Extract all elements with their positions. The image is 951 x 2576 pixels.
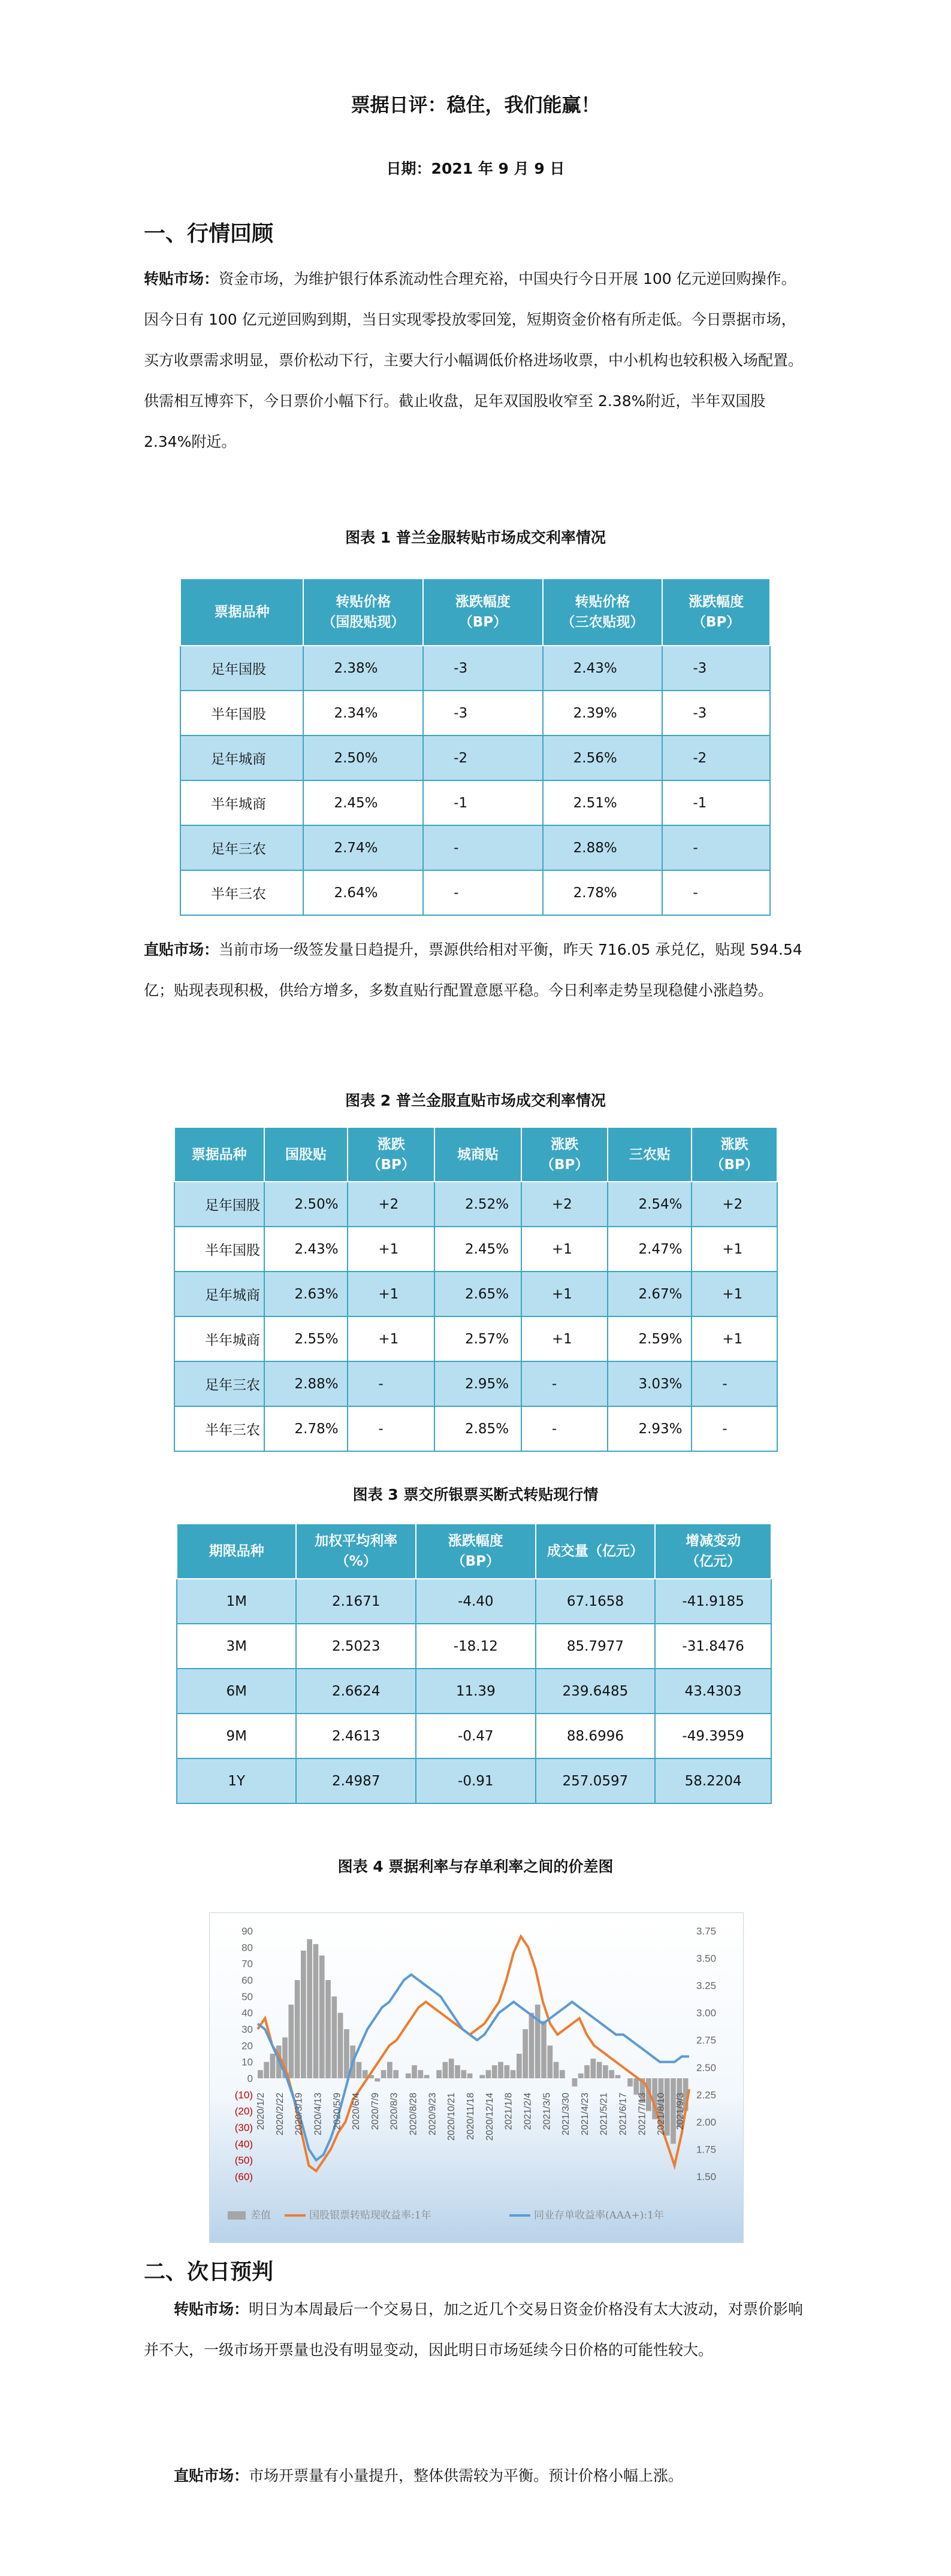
header-cell: 涨跌幅度 （BP）: [423, 579, 543, 646]
legend-label-discount: 国股银票转贴现收益率:1年: [309, 2209, 431, 2221]
spread-bar: [295, 1980, 300, 2078]
left-axis-tick-label: (30): [234, 2122, 253, 2133]
value-cell: +1: [521, 1272, 608, 1316]
legend-label-spread: 差值: [250, 2209, 271, 2221]
value-cell: 2.52%: [434, 1182, 521, 1227]
value-cell: 2.74%: [303, 825, 423, 870]
spread-bar: [529, 2013, 535, 2078]
spread-bar: [344, 2029, 349, 2078]
table-row: [177, 1624, 771, 1669]
value-cell: -0.47: [416, 1714, 536, 1758]
value-cell: -: [662, 825, 770, 870]
spread-bar: [436, 2070, 442, 2078]
header-cell: 票据品种: [180, 579, 303, 646]
table-row: [180, 691, 770, 735]
value-cell: 88.6996: [536, 1714, 656, 1758]
value-cell: 2.57%: [434, 1316, 521, 1361]
value-cell: 2.6624: [296, 1669, 416, 1714]
value-cell: 2.45%: [434, 1227, 521, 1272]
row-label-cell: 半年国股: [180, 691, 303, 735]
table-row: [174, 1361, 777, 1406]
value-cell: +1: [521, 1316, 608, 1361]
value-cell: 2.65%: [434, 1272, 521, 1316]
value-cell: +1: [692, 1227, 777, 1272]
spread-bar: [584, 2065, 590, 2078]
right-axis-tick-label: 1.50: [696, 2171, 717, 2183]
value-cell: -: [662, 870, 770, 915]
left-axis-tick-label: (40): [234, 2138, 253, 2150]
zhitie-forecast-paragraph: [144, 2456, 808, 2496]
header-cell: 城商贴: [434, 1127, 521, 1182]
x-axis-tick-label: 2021/9/3: [675, 2093, 686, 2130]
right-axis-tick-label: 3.25: [696, 1980, 717, 1992]
x-axis-tick-label: 2020/12/14: [484, 2093, 495, 2141]
spread-bar: [270, 2054, 276, 2078]
value-cell: +1: [521, 1227, 608, 1272]
value-cell: -: [692, 1361, 777, 1406]
left-axis-tick-label: (60): [234, 2171, 253, 2183]
row-label-cell: 6M: [177, 1669, 296, 1714]
value-cell: -3: [423, 691, 543, 735]
table-row: [177, 1758, 771, 1803]
chart-caption: 图表 4 票据利率与存单利率之间的价差图: [337, 1858, 614, 1875]
section-heading-forecast: 二、次日预判: [144, 2260, 274, 2284]
value-cell: -3: [423, 646, 543, 691]
left-axis-tick-label: 50: [241, 1991, 253, 2003]
value-cell: 2.85%: [434, 1406, 521, 1451]
spread-bar: [597, 2062, 602, 2078]
value-cell: 2.78%: [264, 1406, 348, 1451]
value-cell: 58.2204: [655, 1758, 771, 1803]
spread-bar: [554, 2062, 559, 2078]
spread-bar: [504, 2065, 509, 2078]
zhitie-label: 直贴市场：: [144, 941, 219, 958]
value-cell: -: [348, 1406, 434, 1451]
spread-bar: [325, 1980, 331, 2078]
value-cell: 2.45%: [303, 780, 423, 825]
header-cell: 涨跌 （BP）: [521, 1127, 608, 1182]
spread-bar: [572, 2078, 578, 2087]
spread-bar: [381, 2070, 387, 2078]
value-cell: 11.39: [416, 1669, 536, 1714]
row-label-cell: 足年国股: [174, 1182, 264, 1227]
value-cell: 239.6485: [536, 1669, 656, 1714]
table-row: [174, 1406, 777, 1451]
x-axis-tick-label: 2020/8/3: [389, 2093, 400, 2130]
zhuantie-label: 转贴市场：: [144, 270, 219, 287]
right-axis-tick-label: 2.50: [696, 2062, 717, 2073]
value-cell: +1: [692, 1272, 777, 1316]
spread-bar: [301, 1951, 306, 2078]
row-label-cell: 半年三农: [180, 870, 303, 915]
value-cell: -41.9185: [655, 1579, 771, 1624]
zhuantie-forecast-text: 明日为本周最后一个交易日，加之近几个交易日资金价格没有太大波动，对票价影响并不大，一级市场开票量也没有明显变动，因此明日市场延续今日价格的可能性较大。: [144, 2300, 804, 2359]
row-label-cell: 足年三农: [180, 825, 303, 870]
row-label-cell: 1M: [177, 1579, 296, 1624]
value-cell: +1: [348, 1316, 434, 1361]
value-cell: 2.43%: [543, 646, 663, 691]
value-cell: +2: [348, 1182, 434, 1227]
spread-chart-svg: [210, 1913, 743, 2242]
table-row: [180, 825, 770, 870]
value-cell: -: [692, 1406, 777, 1451]
value-cell: 2.43%: [264, 1227, 348, 1272]
spread-bar: [319, 1956, 325, 2078]
value-cell: 2.47%: [608, 1227, 692, 1272]
spread-bar: [511, 2070, 516, 2078]
spread-bar: [412, 2065, 417, 2078]
value-cell: -: [521, 1406, 608, 1451]
left-axis-tick-label: (20): [234, 2105, 253, 2117]
value-cell: 2.59%: [608, 1316, 692, 1361]
table-row: [180, 735, 770, 780]
value-cell: -49.3959: [655, 1714, 771, 1758]
right-axis-tick-label: 2.00: [696, 2116, 717, 2128]
right-axis-tick-label: 3.00: [696, 2007, 717, 2019]
report-date: 日期：2021 年 9 月 9 日: [386, 160, 565, 177]
table-row: [180, 780, 770, 825]
spread-bar: [541, 2021, 547, 2078]
row-label-cell: 3M: [177, 1624, 296, 1669]
header-cell: 国股贴: [264, 1127, 348, 1182]
spread-bar: [375, 2078, 380, 2081]
left-axis-tick-label: 30: [241, 2024, 253, 2035]
zhitie-text: 当前市场一级签发量日趋提升，票源供给相对平衡，昨天 716.05 承兑亿，贴现 594.54 亿；贴现表现积极，供给方增多，多数直贴行配置意愿平稳。今日利率走势呈现稳健小涨趋势。: [144, 941, 802, 999]
spread-bar: [443, 2062, 448, 2078]
right-axis-tick-label: 3.75: [696, 1926, 717, 1937]
value-cell: -: [423, 870, 543, 915]
value-cell: 85.7977: [536, 1624, 656, 1669]
value-cell: +1: [692, 1316, 777, 1361]
value-cell: 2.1671: [296, 1579, 416, 1624]
value-cell: 2.93%: [608, 1406, 692, 1451]
left-axis-tick-label: 40: [241, 2007, 253, 2019]
value-cell: 2.4613: [296, 1714, 416, 1758]
spread-bar: [498, 2062, 503, 2078]
value-cell: 2.88%: [264, 1361, 348, 1406]
table-row: [177, 1669, 771, 1714]
spread-bar: [264, 2062, 269, 2078]
spread-bar: [578, 2073, 584, 2078]
spread-bar: [633, 2078, 639, 2094]
value-cell: 2.38%: [303, 646, 423, 691]
spread-bar: [492, 2065, 497, 2078]
zhuantie-forecast-label: 转贴市场：: [174, 2300, 249, 2318]
value-cell: 2.67%: [608, 1272, 692, 1316]
table1-caption: 图表 1 普兰金服转贴市场成交利率情况: [345, 529, 606, 546]
table-row: [174, 1272, 777, 1316]
right-axis-tick-label: 3.50: [696, 1953, 717, 1964]
spread-bar: [338, 2013, 343, 2078]
row-label-cell: 足年三农: [174, 1361, 264, 1406]
spread-bar: [467, 2073, 473, 2078]
spread-bar: [523, 2029, 528, 2078]
x-axis-tick-label: 2020/9/23: [427, 2093, 438, 2136]
value-cell: 2.64%: [303, 870, 423, 915]
value-cell: -0.91: [416, 1758, 536, 1803]
value-cell: 2.51%: [543, 780, 663, 825]
spread-bar: [479, 2075, 485, 2078]
value-cell: 2.4987: [296, 1758, 416, 1803]
value-cell: 2.50%: [303, 735, 423, 780]
spread-bar: [615, 2075, 621, 2078]
x-axis-tick-label: 2020/2/22: [274, 2093, 285, 2136]
value-cell: -: [348, 1361, 434, 1406]
x-axis-tick-label: 2020/3/19: [294, 2093, 304, 2136]
left-axis-tick-label: 90: [241, 1926, 253, 1937]
spread-chart: [209, 1912, 744, 2243]
value-cell: -4.40: [416, 1579, 536, 1624]
spread-bar: [313, 1944, 319, 2078]
value-cell: 43.4303: [655, 1669, 771, 1714]
value-cell: 2.88%: [543, 825, 663, 870]
value-cell: 2.5023: [296, 1624, 416, 1669]
x-axis-tick-label: 2021/2/4: [523, 2093, 533, 2130]
x-axis-tick-label: 2020/10/21: [446, 2093, 457, 2141]
value-cell: -2: [423, 735, 543, 780]
header-cell: 转贴价格 （三农贴现）: [543, 579, 663, 646]
report-title: 票据日评：稳住，我们能赢！: [351, 93, 600, 116]
header-cell: 三农贴: [608, 1127, 692, 1182]
value-cell: 2.34%: [303, 691, 423, 735]
x-axis-tick-label: 2021/6/17: [618, 2093, 629, 2136]
spread-bar: [357, 2062, 362, 2078]
spread-bar: [627, 2078, 633, 2087]
left-axis-tick-label: 10: [241, 2056, 253, 2068]
x-axis-tick-label: 2021/8/10: [656, 2093, 667, 2136]
spread-bar: [449, 2059, 454, 2078]
spread-bar: [393, 2070, 398, 2078]
value-cell: +2: [521, 1182, 608, 1227]
zhuantie-text: 资金市场，为维护银行体系流动性合理充裕，中国央行今日开展 100 亿元逆回购操作。因今日有 100 亿元逆回购到期，当日实现零投放零回笼，短期资金价格有所走低。今日票据市场，买方收票需求明显，票价松动下行，主要大行小幅调低价格进场收票，中小机构也较积极入场配置。供需相互博弈下，今日票价小幅下行。截止收盘，足年双国股收窄至 2.38%附近，半年双国股 2.34%附近。: [144, 270, 804, 450]
value-cell: 2.39%: [543, 691, 663, 735]
spread-bar: [331, 1996, 337, 2078]
table-row: [180, 646, 770, 691]
x-axis-tick-label: 2020/8/28: [408, 2093, 419, 2136]
value-cell: 2.50%: [264, 1182, 348, 1227]
row-label-cell: 半年城商: [174, 1316, 264, 1361]
spread-bar: [424, 2075, 430, 2078]
value-cell: 2.78%: [543, 870, 663, 915]
zhuantie-review-paragraph: [144, 259, 808, 462]
value-cell: -18.12: [416, 1624, 536, 1669]
x-axis-tick-label: 2020/1/2: [256, 2093, 266, 2130]
spread-bar: [517, 2054, 522, 2078]
left-axis-tick-label: 60: [241, 1975, 253, 1986]
row-label-cell: 半年国股: [174, 1227, 264, 1272]
value-cell: 2.95%: [434, 1361, 521, 1406]
value-cell: 257.0597: [536, 1758, 656, 1803]
x-axis-tick-label: 2021/3/30: [561, 2093, 572, 2136]
spread-bar: [307, 1939, 312, 2078]
value-cell: +1: [348, 1227, 434, 1272]
x-axis-tick-label: 2020/6/4: [351, 2093, 362, 2130]
spread-bar: [387, 2062, 393, 2078]
value-cell: -1: [423, 780, 543, 825]
value-cell: -2: [662, 735, 770, 780]
table-row: [174, 1227, 777, 1272]
table-row: [174, 1316, 777, 1361]
section-heading-review: 一、行情回顾: [144, 222, 274, 246]
x-axis-tick-label: 2021/4/23: [579, 2093, 590, 2136]
spread-bar: [547, 2045, 553, 2078]
spread-bar: [560, 2070, 565, 2078]
value-cell: +2: [692, 1182, 777, 1227]
header-cell: 涨跌 （BP）: [692, 1127, 777, 1182]
spread-bar: [603, 2065, 608, 2078]
header-cell: 票据品种: [174, 1127, 264, 1182]
header-cell: 涨跌 （BP）: [348, 1127, 434, 1182]
table2-caption: 图表 2 普兰金服直贴市场成交利率情况: [345, 1092, 606, 1109]
header-cell: 期限品种: [177, 1524, 296, 1579]
value-cell: -3: [662, 646, 770, 691]
table-row: [177, 1714, 771, 1758]
value-cell: 2.55%: [264, 1316, 348, 1361]
row-label-cell: 半年城商: [180, 780, 303, 825]
x-axis-tick-label: 2021/7/13: [637, 2093, 648, 2136]
value-cell: 2.63%: [264, 1272, 348, 1316]
table-zhitie-rates: [174, 1127, 778, 1452]
right-axis-tick-label: 1.75: [696, 2144, 717, 2156]
left-axis-tick-label: (50): [234, 2154, 253, 2166]
legend-label-ncd: 同业存单收益率(AAA+):1年: [534, 2209, 664, 2221]
spread-bar: [590, 2059, 596, 2078]
x-axis-tick-label: 2020/4/13: [313, 2093, 324, 2136]
x-axis-tick-label: 2021/1/8: [503, 2093, 514, 2130]
left-axis-tick-label: 70: [241, 1958, 253, 1970]
header-cell: 增减变动 （亿元）: [655, 1524, 771, 1579]
spread-bar: [609, 2070, 614, 2078]
value-cell: 67.1658: [536, 1579, 656, 1624]
x-axis-tick-label: 2021/3/5: [542, 2093, 553, 2130]
value-cell: 2.54%: [608, 1182, 692, 1227]
row-label-cell: 1Y: [177, 1758, 296, 1803]
zhuantie-forecast-paragraph: [144, 2289, 808, 2371]
spread-bar: [486, 2070, 491, 2078]
x-axis-tick-label: 2020/5/9: [332, 2093, 343, 2130]
value-cell: 2.56%: [543, 735, 663, 780]
x-axis-tick-label: 2021/5/21: [599, 2093, 609, 2136]
table-bill-exchange-quotes: [176, 1523, 772, 1804]
row-label-cell: 9M: [177, 1714, 296, 1758]
value-cell: -: [423, 825, 543, 870]
row-label-cell: 半年三农: [174, 1406, 264, 1451]
table-row: [174, 1182, 777, 1227]
table-row: [180, 870, 770, 915]
row-label-cell: 足年城商: [180, 735, 303, 780]
header-cell: 成交量（亿元）: [536, 1524, 656, 1579]
left-axis-tick-label: (10): [234, 2089, 253, 2101]
left-axis-tick-label: 20: [241, 2040, 253, 2052]
zhitie-review-paragraph: [144, 930, 808, 1011]
table-row: [177, 1579, 771, 1624]
spread-bar: [406, 2073, 411, 2078]
spread-bar: [288, 2005, 294, 2078]
spread-bar: [461, 2070, 466, 2078]
x-axis-tick-label: 2020/11/18: [466, 2093, 476, 2140]
value-cell: -: [521, 1361, 608, 1406]
table3-caption: 图表 3 票交所银票买断式转贴现行情: [352, 1486, 599, 1503]
legend-swatch-spread: [228, 2211, 246, 2220]
value-cell: -31.8476: [655, 1624, 771, 1669]
spread-bar: [418, 2070, 423, 2078]
x-axis-tick-label: 2020/7/9: [370, 2093, 381, 2130]
row-label-cell: 足年国股: [180, 646, 303, 691]
zhitie-forecast-label: 直贴市场：: [174, 2467, 249, 2484]
zhitie-forecast-text: 市场开票量有小量提升，整体供需较为平衡。预计价格小幅上涨。: [249, 2467, 684, 2484]
header-cell: 转贴价格 （国股贴现）: [303, 579, 423, 646]
value-cell: 3.03%: [608, 1361, 692, 1406]
value-cell: +1: [348, 1272, 434, 1316]
table-zhuantie-rates: [180, 578, 771, 916]
spread-bar: [258, 2070, 263, 2078]
value-cell: -1: [662, 780, 770, 825]
header-cell: 涨跌幅度 （BP）: [416, 1524, 536, 1579]
value-cell: -3: [662, 691, 770, 735]
left-axis-tick-label: 0: [247, 2073, 253, 2084]
right-axis-tick-label: 2.75: [696, 2035, 717, 2047]
header-cell: 涨跌幅度 （BP）: [662, 579, 770, 646]
spread-bar: [455, 2065, 460, 2078]
row-label-cell: 足年城商: [174, 1272, 264, 1316]
spread-bar: [535, 2005, 541, 2078]
right-axis-tick-label: 2.25: [696, 2089, 717, 2101]
left-axis-tick-label: 80: [241, 1942, 253, 1954]
header-cell: 加权平均利率 （%）: [296, 1524, 416, 1579]
